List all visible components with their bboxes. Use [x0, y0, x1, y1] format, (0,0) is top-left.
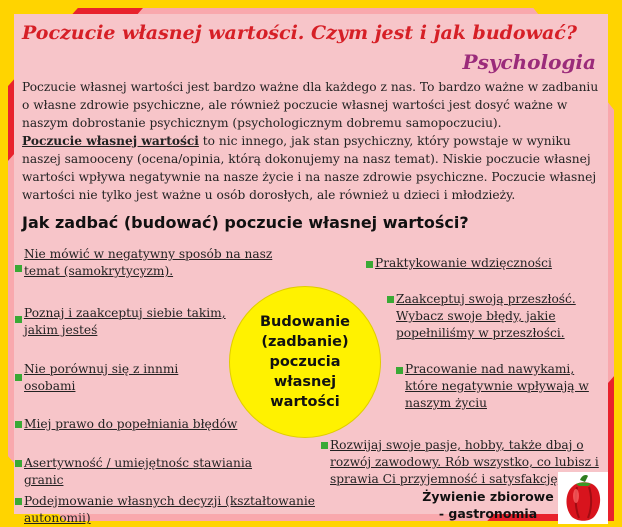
- list-item-left-3[interactable]: [24, 361, 184, 395]
- list-item-label: Zaakceptuj swoją przeszłość. Wybacz swoje błędy, jakie popełniliśmy w przeszłości.: [396, 292, 576, 340]
- list-item-left-6[interactable]: [24, 493, 364, 527]
- intro-paragraph-2: to nic innego, jak stan psychiczny, który powstaje w wyniku naszej samooceny (ocena/opinia, którą dokonujemy na nasz temat). Niskie poczucie własnej wartości wpływa negatywnie na nasze życie i na nasze zdrowie psychiczne. Poczucie własnej wartości nie tylko jest ważne u osób dorosłych, ale również u dzieci i młodzieży.: [22, 134, 597, 202]
- list-item-left-4[interactable]: [24, 416, 244, 433]
- list-item-label: Poznaj i zaakceptuj siebie takim, jakim jesteś: [24, 306, 226, 337]
- footer-category-label: Żywienie zbiorowe - gastronomia: [422, 489, 554, 521]
- list-item-label: Pracowanie nad nawykami, które negatywnie wpływają w naszym życiu: [405, 362, 589, 410]
- list-item-label: Praktykowanie wdzięczności: [375, 256, 552, 270]
- list-item-right-3[interactable]: [405, 361, 600, 412]
- list-item-label: Asertywność / umiejętnośc stawiania granic: [24, 456, 253, 487]
- list-item-label: Nie mówić w negatywny sposób na nasz temat (samokrytycyzm).: [24, 247, 273, 278]
- red-pepper-image: [558, 472, 608, 524]
- green-square-bullet-icon: [15, 374, 22, 381]
- intro-term: Poczucie własnej wartości: [22, 134, 199, 148]
- green-square-bullet-icon: [15, 316, 22, 323]
- page-title: Poczucie własnej wartości. Czym jest i jak budować?: [22, 22, 577, 44]
- list-item-right-1[interactable]: [375, 255, 575, 272]
- list-item-right-2[interactable]: [396, 291, 606, 342]
- decor-edge-right: [614, 0, 622, 527]
- intro-paragraph-1: Poczucie własnej wartości jest bardzo ważne dla każdego z nas. To bardzo ważne w zadbaniu o własne zdrowie psychiczne, ale również poczucie własnej wartości jest dosyć ważne w naszym dobrostanie psychicznym (psychologicznym dobremu samopoczuciu).: [22, 80, 599, 130]
- green-square-bullet-icon: [15, 265, 22, 272]
- central-topic-label: Budowanie (zadbanie) poczucia własnej wartości: [259, 314, 351, 410]
- list-item-left-2[interactable]: [24, 305, 254, 339]
- green-square-bullet-icon: [15, 498, 22, 505]
- list-item-label: Podejmowanie własnych decyzji (kształtowanie autonomii): [24, 494, 315, 525]
- list-item-label: Nie porównuj się z innmi osobami: [24, 362, 179, 393]
- central-topic-circle: [229, 286, 381, 438]
- decor-edge-top: [0, 0, 622, 8]
- intro-text: [22, 78, 600, 204]
- list-item-left-5[interactable]: [24, 455, 294, 489]
- green-square-bullet-icon: [396, 367, 403, 374]
- list-item-label: Rozwijaj swoje pasje, hobby, także dbaj o rozwój zawodowy. Rób wszystko, co lubisz i sprawia Ci przyjemność i satysfakcję: [330, 438, 599, 486]
- list-item-label: Miej prawo do popełniania błędów: [24, 417, 238, 431]
- green-square-bullet-icon: [387, 296, 394, 303]
- list-item-left-1[interactable]: [24, 246, 304, 280]
- green-square-bullet-icon: [15, 460, 22, 467]
- green-square-bullet-icon: [15, 421, 22, 428]
- section-heading: Jak zadbać (budować) poczucie własnej wartości?: [22, 213, 469, 232]
- green-square-bullet-icon: [366, 261, 373, 268]
- category-label: Psychologia: [462, 50, 596, 74]
- decor-edge-left: [0, 0, 8, 527]
- green-square-bullet-icon: [321, 442, 328, 449]
